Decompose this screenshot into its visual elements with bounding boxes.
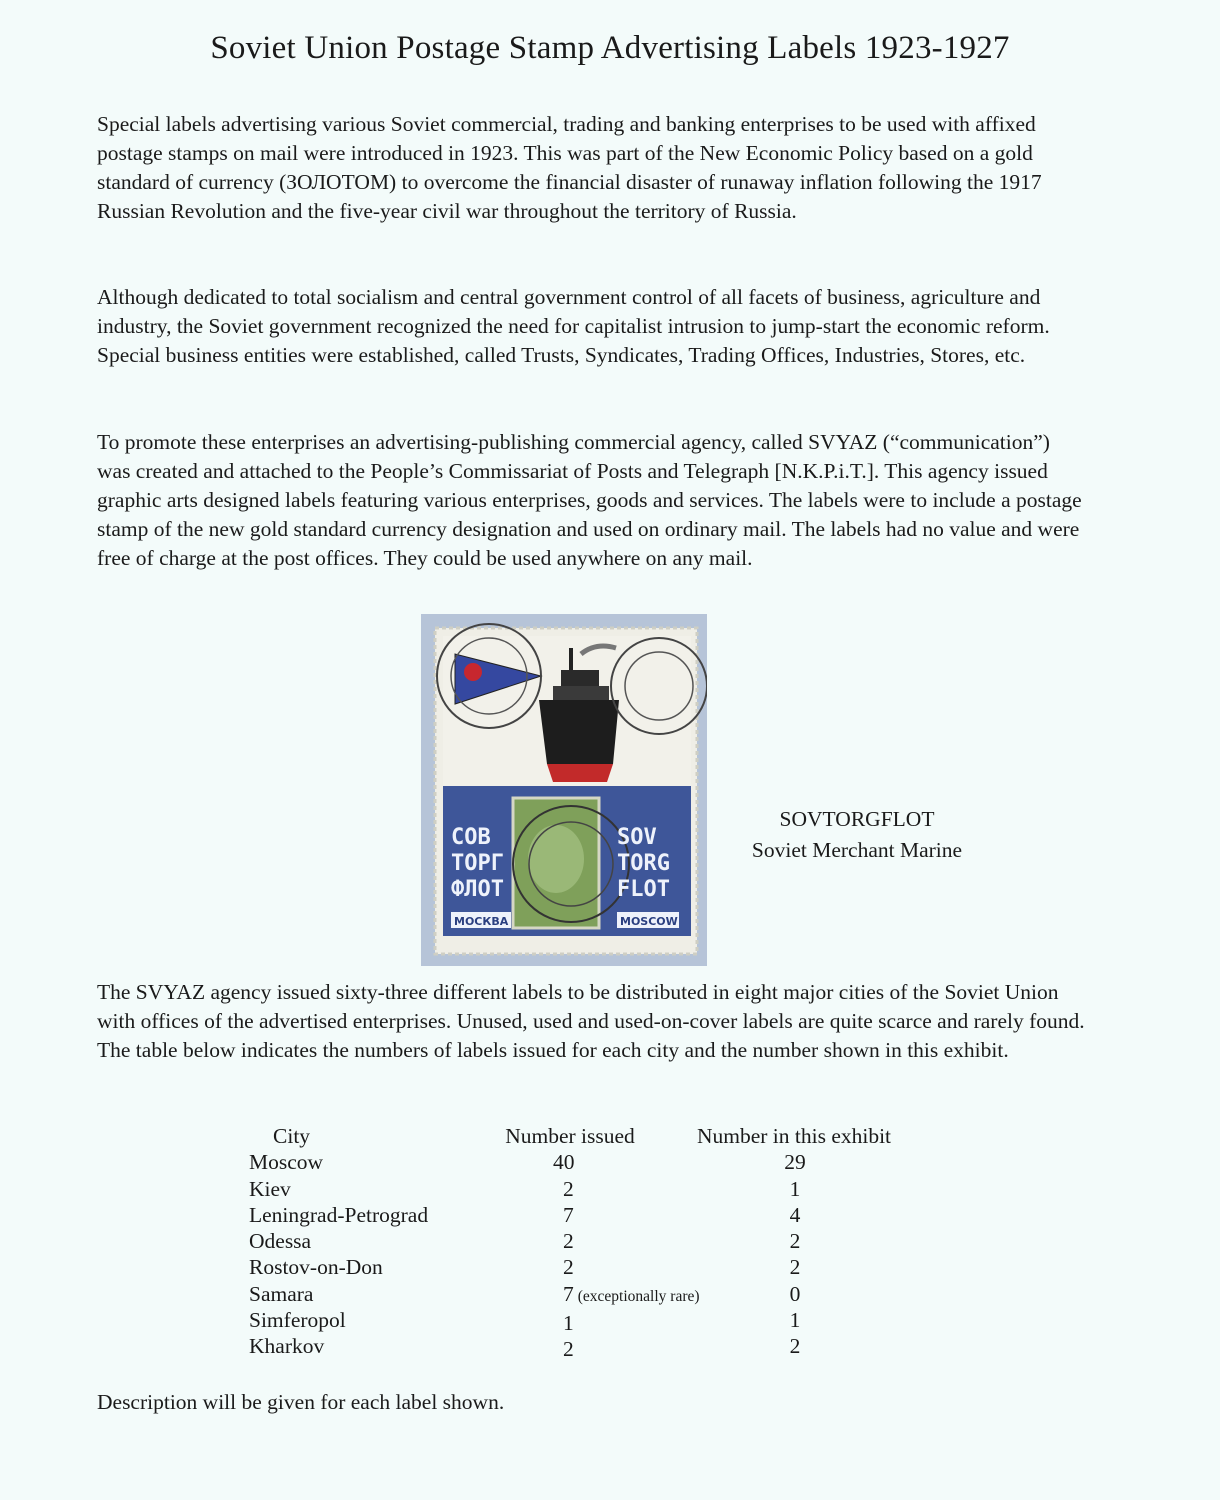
table-cell-issued: 2 [563,1255,574,1280]
stamp-text-left-1: СОВ [451,825,491,850]
table-cell-issued: 7 [563,1202,574,1227]
footer-note: Description will be given for each label shown. [97,1390,505,1414]
table-header-exhibit: Number in this exhibit [696,1124,892,1148]
table-cell-issued: 7 [563,1281,574,1306]
page-title: Soviet Union Postage Stamp Advertising Labels 1923-1927 [210,30,1010,66]
table-cell-city: Leningrad-Petrograd [249,1202,429,1227]
table-cell-exhibit: 2 [789,1229,801,1254]
stamp-caption-subtitle: Soviet Merchant Marine [751,838,963,862]
stamp-text-right-1: SOV [617,825,657,850]
table-header-issued: Number issued [505,1124,635,1148]
stamp-caption [712,804,1002,866]
table-cell-exhibit: 0 [789,1281,801,1306]
stamp-text-left-2: ТОРГ [451,851,504,876]
table-cell-city: Samara [249,1281,314,1306]
table-cell-issued: 1 [563,1311,574,1336]
table-column-exhibit [684,1123,904,1360]
stamp-image [421,614,707,966]
stamp-illustration [421,614,707,966]
table-cell-issued: 2 [563,1176,574,1201]
table-cell-issued: 40 [553,1150,575,1175]
rarity-note: (exceptionally rare) [577,1287,700,1305]
table-cell-city: Odessa [249,1229,312,1254]
table-cell-city: Kiev [249,1176,291,1201]
table-cell-city: Rostov-on-Don [249,1255,383,1280]
table-cell-city: Kharkov [249,1334,325,1359]
agency-paragraph: The SVYAZ agency issued sixty-three different labels to be distributed in eight major cities of the Soviet Union with offices of the advertised enterprises. Unused, used and used-on-cover labels are quite scarce and rarely found. The table below indicates the numbers of labels issued for each city and the number shown in this exhibit. [97,980,1085,1062]
svyaz-paragraph: To promote these enterprises an advertising-publishing commercial agency, called SVYAZ (“communication”) was created and attached to the People’s Commissariat of Posts and Telegraph [N.K.P.i.T.]. This agency issued graphic arts designed labels featuring various enterprises, goods and services. The labels were to include a postage stamp of the new gold standard currency designation and used on ordinary mail. The labels had no value and were free of charge at the post offices. They could be used anywhere on any mail. [97,430,1082,570]
table-cell-city: Moscow [249,1150,324,1175]
stamp-city-right: MOSCOW [620,915,678,928]
table-column-issued [470,1123,700,1363]
table-cell-exhibit: 2 [789,1255,801,1280]
table-cell-exhibit: 29 [784,1150,806,1175]
table-cell-exhibit: 4 [789,1202,801,1227]
stamp-caption-title: SOVTORGFLOT [779,807,935,831]
table-column-city [249,1123,489,1360]
stamp-city-left: МОСКВА [454,915,509,928]
table-cell-exhibit: 1 [789,1308,801,1333]
table-cell-exhibit: 1 [789,1176,801,1201]
table-cell-issued: 2 [563,1337,574,1362]
table-cell-issued: 2 [563,1229,574,1254]
intro-paragraph: Special labels advertising various Soviet commercial, trading and banking enterprises to be used with affixed postage stamps on mail were introduced in 1923. This was part of the New Economic Policy based on a gold standard of currency (ЗОЛОТОМ) to overcome the financial disaster of runaway inflation following the 1917 Russian Revolution and the five-year civil war throughout the territory of Russia. [97,112,1042,223]
stamp-text-right-2: TORG [617,851,670,876]
stamp-text-right-3: FLOT [617,877,670,902]
table-cell-city: Simferopol [249,1308,346,1333]
table-header-city: City [273,1124,311,1148]
table-cell-issued-rare [470,1281,700,1310]
policy-paragraph: Although dedicated to total socialism and central government control of all facets of business, agriculture and industry, the Soviet government recognized the need for capitalist intrusion to jump-start the economic reform. Special business entities were established, called Trusts, Syndicates, Trading Offices, Industries, Stores, etc. [97,285,1050,367]
table-cell-exhibit: 2 [789,1334,801,1359]
stamp-text-left-3: ФЛОТ [451,877,504,902]
